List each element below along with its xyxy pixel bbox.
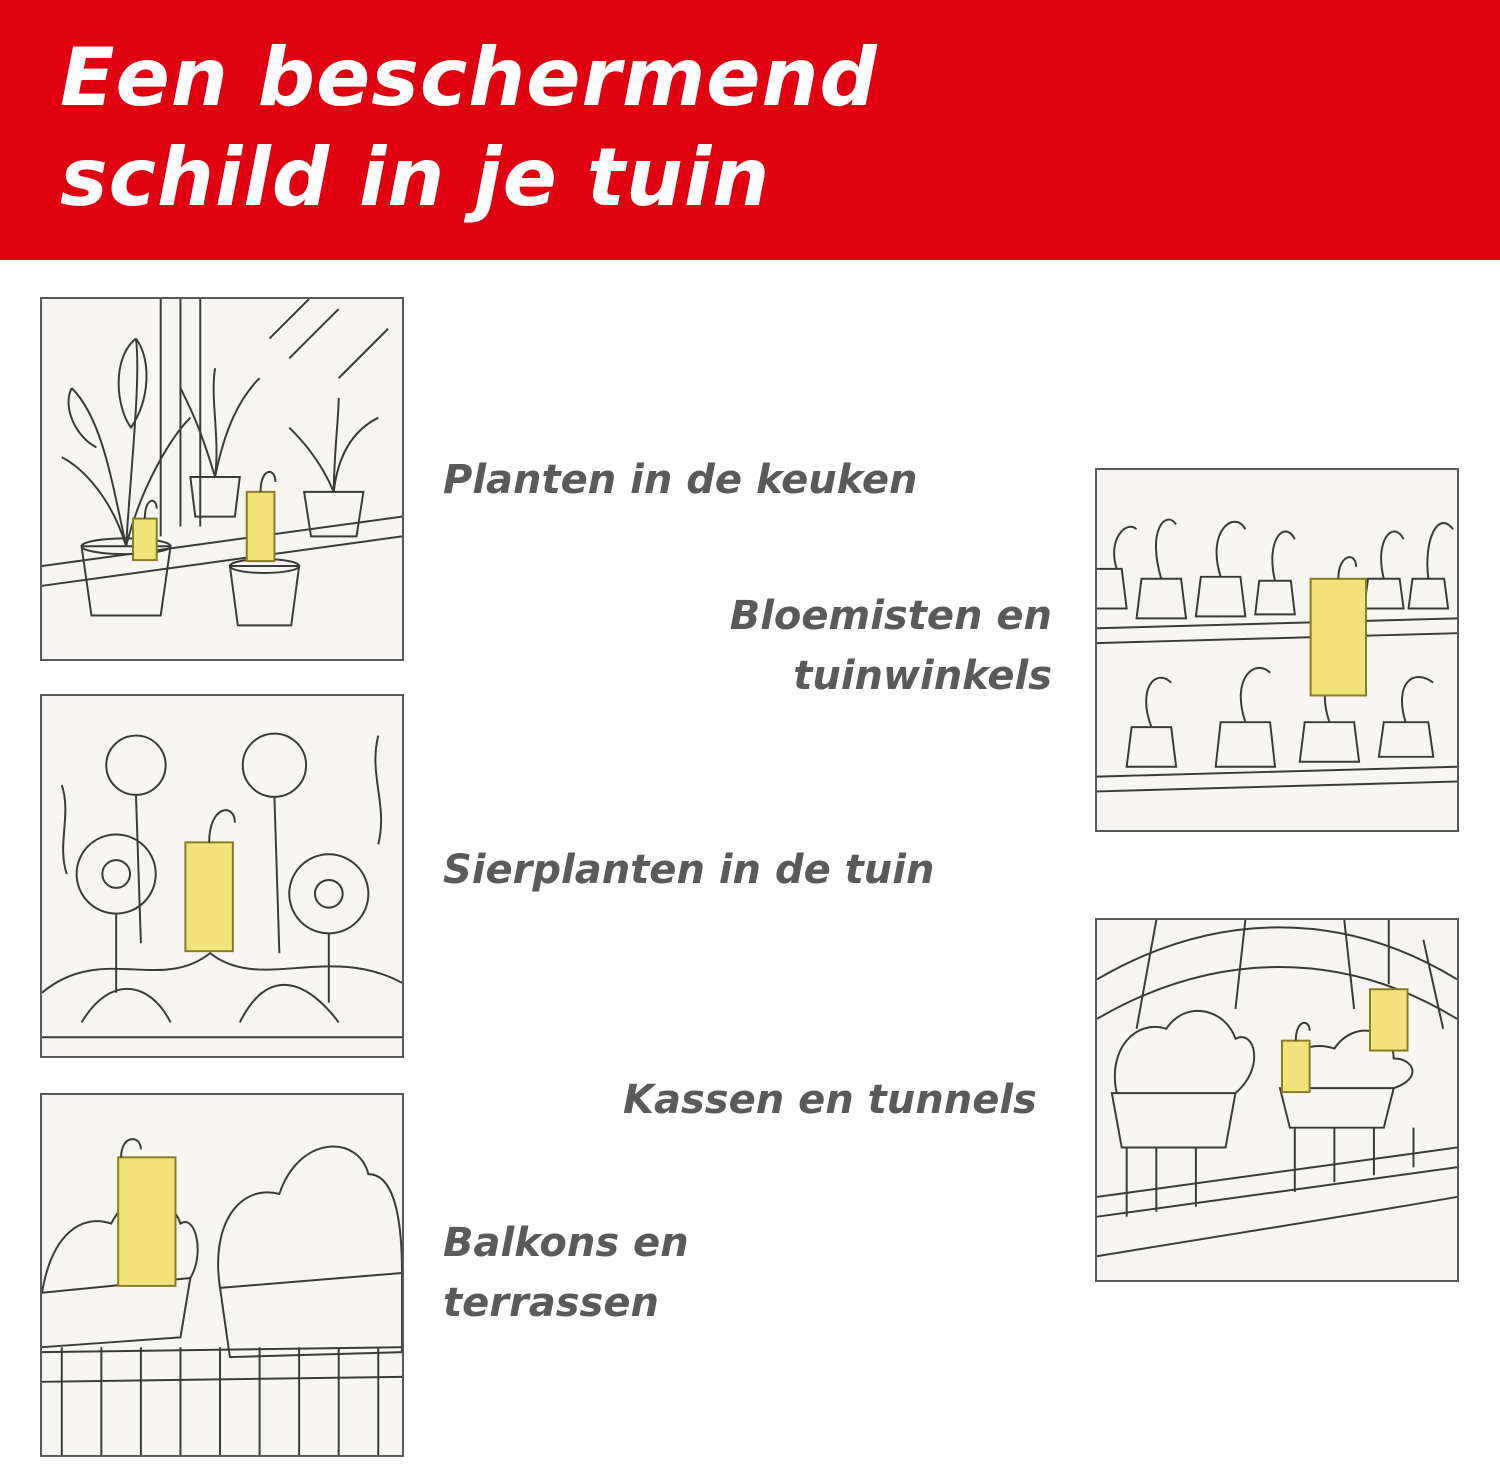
label-line: tuinwinkels: [793, 653, 1052, 699]
illustration-kitchen-plants: [40, 297, 404, 661]
page-title: [60, 28, 1060, 228]
title-line-1: Een beschermend: [60, 31, 878, 124]
illustration-florists-garden-centers: [1095, 468, 1459, 832]
illustration-greenhouses-tunnels: [1095, 918, 1459, 1282]
label-florists-garden-centers: [650, 586, 1052, 706]
title-line-2: schild in je tuin: [60, 131, 771, 224]
header-banner: [0, 0, 1500, 260]
label-line: Balkons en: [443, 1220, 689, 1266]
label-line: Bloemisten en: [729, 593, 1052, 639]
label-line: terrassen: [443, 1280, 659, 1326]
label-ornamental-garden: [443, 840, 934, 900]
label-kitchen-plants: [443, 450, 918, 510]
label-balconies-terraces: [443, 1213, 689, 1333]
label-line: Sierplanten in de tuin: [443, 847, 935, 893]
illustration-ornamental-garden: [40, 694, 404, 1058]
illustration-balconies-terraces: [40, 1093, 404, 1457]
label-greenhouses-tunnels: [623, 1070, 1037, 1130]
label-line: Planten in de keuken: [443, 457, 918, 503]
label-line: Kassen en tunnels: [623, 1077, 1037, 1123]
